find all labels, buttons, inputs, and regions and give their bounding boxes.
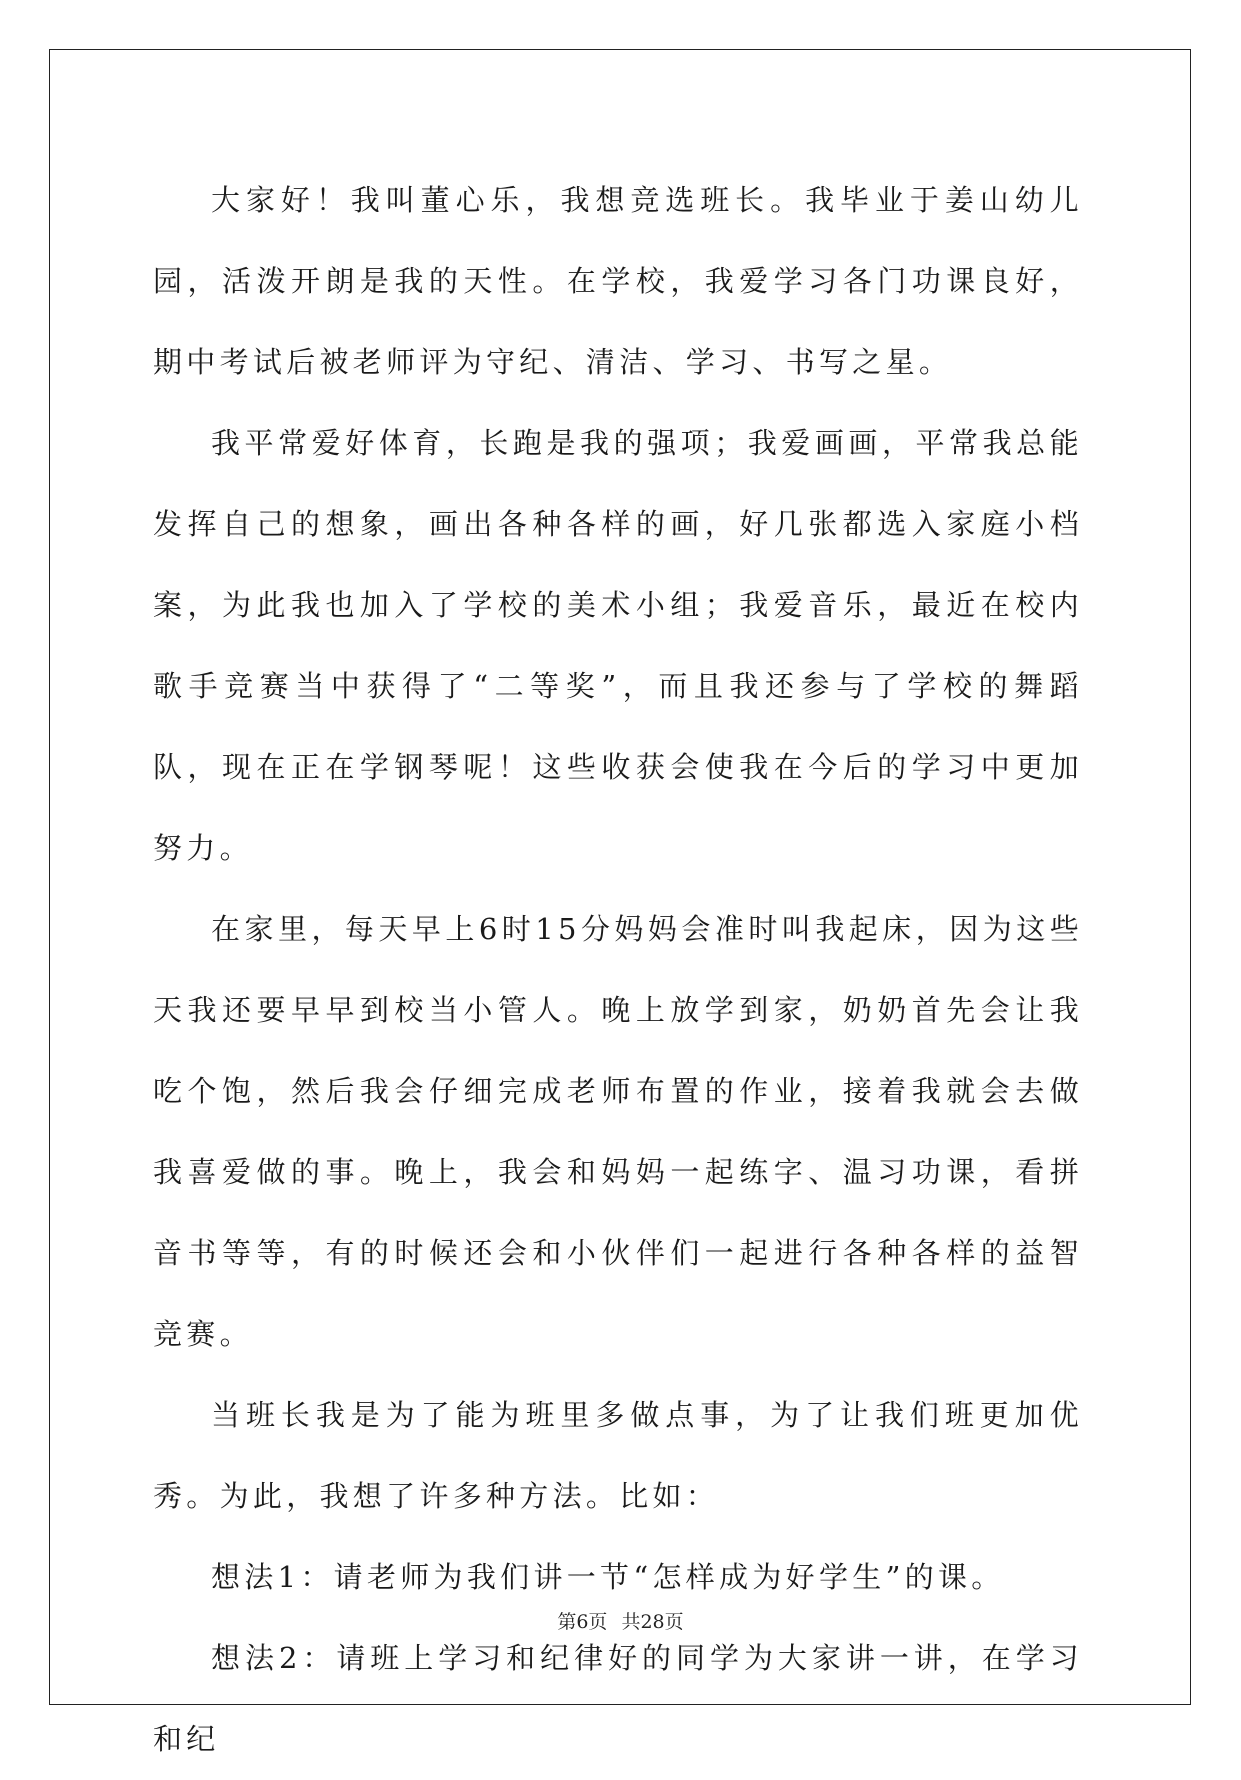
page-footer bbox=[0, 1607, 1241, 1634]
paragraph: 想法2：请班上学习和纪律好的同学为大家讲一讲，在学习和纪 bbox=[153, 1641, 1083, 1756]
paragraph: 当班长我是为了能为班里多做点事，为了让我们班更加优秀。为此，我想了许多种方法。比如： bbox=[153, 1398, 1083, 1513]
paragraph: 想法1：请老师为我们讲一节“怎样成为好学生”的课。 bbox=[211, 1560, 1005, 1594]
paragraph: 我平常爱好体育，长跑是我的强项；我爱画画，平常我总能发挥自己的想象，画出各种各样的画，好几张都选入家庭小档案，为此我也加入了学校的美术小组；我爱音乐，最近在校内歌手竞赛当中获得了“二等奖”，而且我还参与了学校的舞蹈队，现在正在学钢琴呢！这些收获会使我在今后的学习中更加努力。 bbox=[153, 426, 1083, 865]
paragraph: 大家好！我叫董心乐，我想竞选班长。我毕业于姜山幼儿园，活泼开朗是我的天性。在学校，我爱学习各门功课良好，期中考试后被老师评为守纪、清洁、学习、书写之星。 bbox=[153, 183, 1083, 379]
document-body bbox=[153, 160, 1083, 1780]
page-number: 第6页 bbox=[557, 1611, 608, 1633]
paragraph: 在家里，每天早上6时15分妈妈会准时叫我起床，因为这些天我还要早早到校当小管人。晚上放学到家，奶奶首先会让我吃个饱，然后我会仔细完成老师布置的作业，接着我就会去做我喜爱做的事。晚上，我会和妈妈一起练字、温习功课，看拼音书等等，有的时候还会和小伙伴们一起进行各种各样的益智竞赛。 bbox=[153, 912, 1083, 1351]
page-total: 共28页 bbox=[621, 1611, 684, 1633]
